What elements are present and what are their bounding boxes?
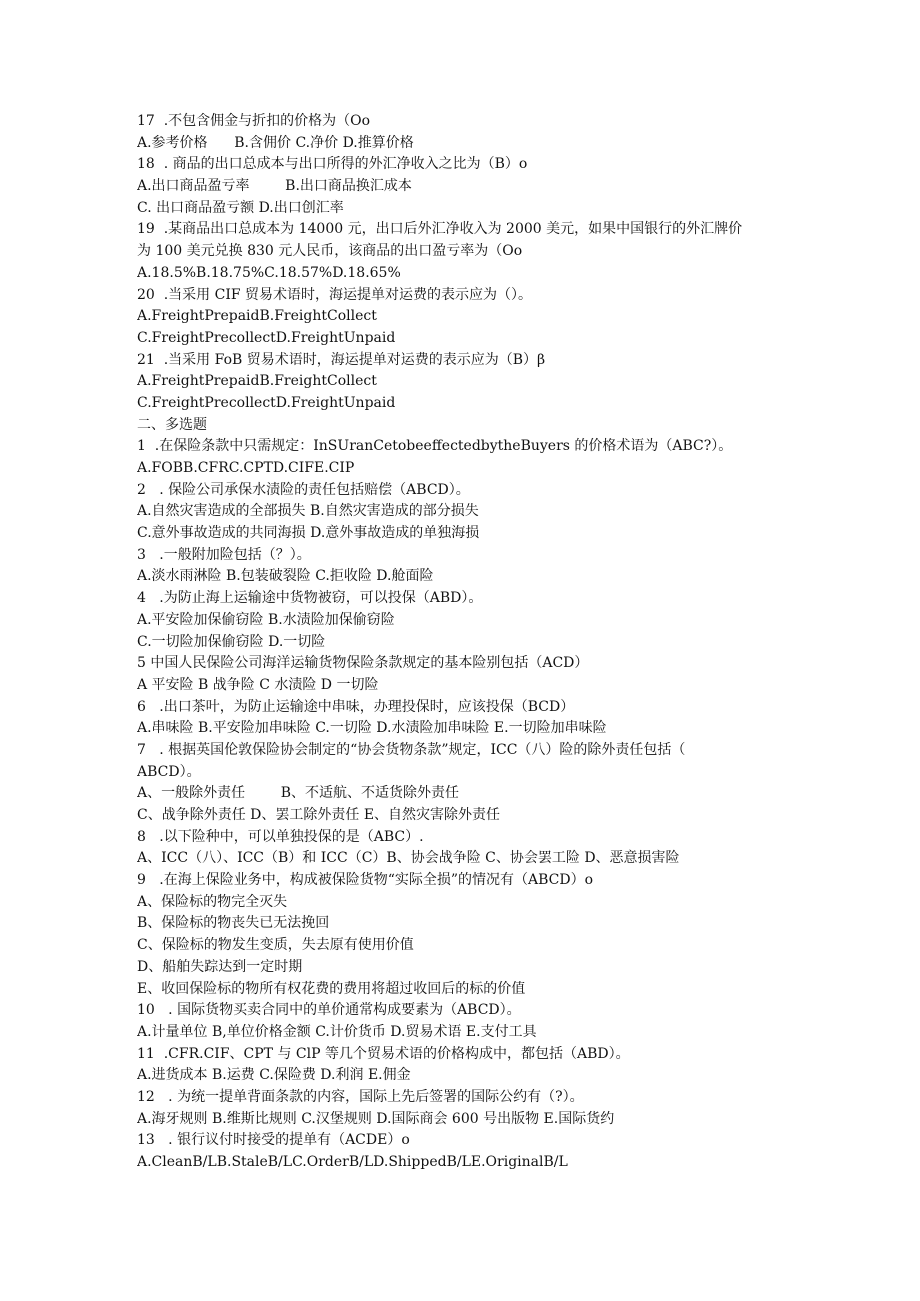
text-line: A.18.5%B.18.75%C.18.57%D.18.65%: [137, 264, 401, 281]
text-line: C.意外事故造成的共同海损 D.意外事故造成的单独海损: [137, 525, 480, 542]
text-line: 1 .在保险条款中只需规定：InSUranCetobeeffectedbytheBuyers 的价格术语为（ABC?）。: [137, 438, 733, 455]
text-line: C. 出口商品盈亏额 D.出口创汇率: [137, 199, 344, 216]
text-line: A、一般除外责任 B、不适航、不适货除外责任: [137, 785, 459, 802]
text-line: A.计量单位 B,单位价格金额 C.计价货币 D.贸易术语 E.支付工具: [137, 1023, 537, 1040]
text-line: A 平安险 B 战争险 C 水渍险 D 一切险: [137, 676, 379, 693]
text-line: A.海牙规则 B.维斯比规则 C.汉堡规则 D.国际商会 600 号出版物 E.国际货约: [137, 1110, 615, 1127]
text-line: 6 .出口茶叶，为防止运输途中串味，办理投保时，应该投保（BCD）: [137, 698, 575, 715]
section-heading: 二、多选题: [137, 416, 207, 433]
text-line: 20 .当采用 CIF 贸易术语时，海运提单对运费的表示应为（）。: [137, 286, 533, 303]
text-line: A、保险标的物完全灭失: [137, 893, 288, 910]
text-line: A.FOBB.CFRC.CPTD.CIFE.CIP: [137, 460, 355, 476]
text-line: 18 . 商品的出口总成本与出口所得的外汇净收入之比为（B）o: [137, 156, 528, 173]
text-line: A.CleanB/LB.StaleB/LC.OrderB/LD.ShippedB/LE.OriginalB/L: [137, 1154, 568, 1170]
text-line: 9 .在海上保险业务中，构成被保险货物“实际全损”的情况有（ABCD）o: [137, 872, 594, 889]
text-line: A、ICC（八）、ICC（B）和 ICC（C）B、协会战争险 C、协会罢工险 D、恶意损害险: [137, 850, 680, 867]
text-line: A.FreightPrepaidB.FreightCollect: [137, 308, 377, 325]
text-line: A.参考价格 B.含佣价 C.净价 D.推算价格: [137, 134, 414, 151]
text-line: 12 . 为统一提单背面条款的内容，国际上先后签署的国际公约有（?）。: [137, 1088, 584, 1105]
text-line: A.平安险加保偷窃险 B.水渍险加保偷窃险: [137, 611, 395, 628]
text-line: A.FreightPrepaidB.FreightCollect: [137, 373, 377, 390]
text-line: C、战争除外责任 D、罢工除外责任 E、自然灾害除外责任: [137, 807, 501, 823]
text-line: 7 . 根据英国伦敦保险协会制定的“协会货物条款”规定，ICC（八）险的除外责任包括（: [137, 741, 686, 758]
text-line: 10 . 国际货物买卖合同中的单价通常构成要素为（ABCD）。: [137, 1002, 521, 1019]
text-line: 21 .当采用 FoB 贸易术语时，海运提单对运费的表示应为（B）β: [137, 351, 546, 368]
text-line: C、保险标的物发生变质，失去原有使用价值: [137, 937, 414, 954]
text-line: D、船舶失踪达到一定时期: [137, 958, 303, 975]
text-line: A.进货成本 B.运费 C.保险费 D.利润 E.佣金: [137, 1067, 411, 1084]
text-line: E、收回保险标的物所有权花费的费用将超过收回后的标的价值: [137, 980, 526, 997]
text-line: 17 .不包含佣金与折扣的价格为（Oo: [137, 113, 371, 129]
text-line: 3 .一般附加险包括（？）。: [137, 546, 311, 563]
document-body: [137, 111, 797, 1174]
text-line: 8 .以下险种中，可以单独投保的是（ABC）.: [137, 828, 424, 845]
text-line: 5 中国人民保险公司海洋运输货物保险条款规定的基本险别包括（ACD）: [137, 655, 589, 672]
text-line: 2 . 保险公司承保水渍险的责任包括赔偿（ABCD）。: [137, 481, 470, 498]
text-line: 为 100 美元兑换 830 元人民币，该商品的出口盈亏率为（Oo: [137, 243, 523, 260]
text-line: 19 .某商品出口总成本为 14000 元，出口后外汇净收入为 2000 美元，如果中国银行的外汇牌价: [137, 221, 743, 238]
text-line: C.FreightPrecollectD.FreightUnpaid: [137, 329, 396, 346]
text-line: A.出口商品盈亏率 B.出口商品换汇成本: [137, 178, 412, 195]
text-line: C.FreightPrecollectD.FreightUnpaid: [137, 394, 396, 411]
text-line: 4 .为防止海上运输途中货物被窃，可以投保（ABD）。: [137, 590, 483, 607]
text-line: 11 .CFR.CIF、CPT 与 ClP 等几个贸易术语的价格构成中，都包括（ABD）。: [137, 1045, 630, 1062]
text-line: ABCD）。: [137, 763, 201, 780]
text-line: A.淡水雨淋险 B.包装破裂险 C.拒收险 D.舱面险: [137, 568, 434, 585]
text-line: A.自然灾害造成的全部损失 B.自然灾害造成的部分损失: [137, 503, 479, 520]
text-line: 13 . 银行议付时接受的提单有（ACDE）o: [137, 1132, 410, 1149]
text-line: B、保险标的物丧失已无法挽回: [137, 915, 330, 932]
text-line: A.串味险 B.平安险加串味险 C.一切险 D.水渍险加串味险 E.一切险加串味险: [137, 720, 607, 737]
text-line: C.一切险加保偷窃险 D.一切险: [137, 633, 326, 650]
